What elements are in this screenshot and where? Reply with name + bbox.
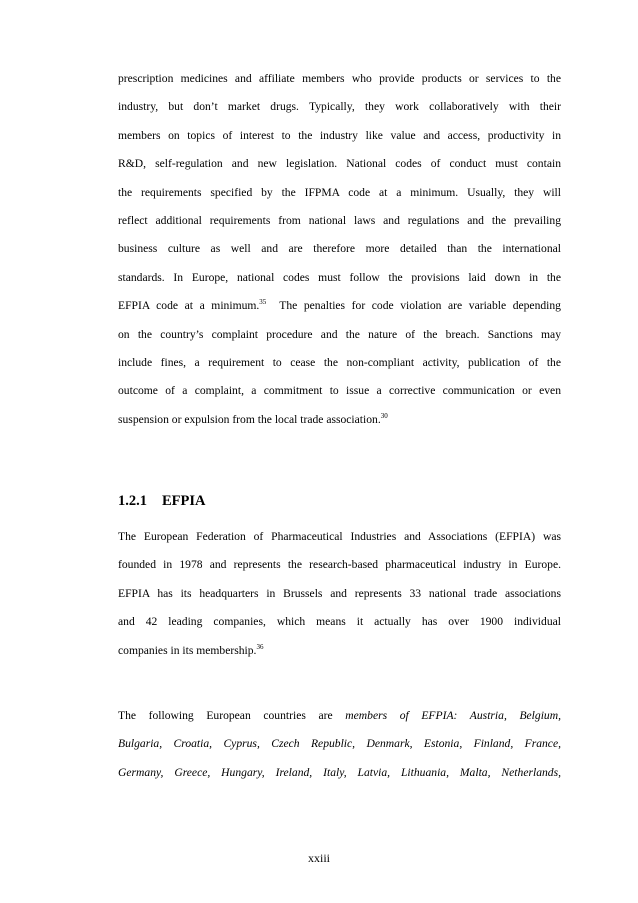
italic-text: Bulgaria, Croatia, Cyprus, Czech Republic, Denmark, Estonia, Finland, France, bbox=[118, 737, 561, 751]
text-line: standards. In Europe, national codes must follow the provisions laid down in the bbox=[118, 270, 561, 284]
line-text: EFPIA code at a minimum. bbox=[118, 299, 260, 313]
text-line: EFPIA has its headquarters in Brussels and represents 33 national trade associations bbox=[118, 586, 561, 600]
italic-text: members of EFPIA: Austria, Belgium, bbox=[345, 709, 561, 722]
text-line: founded in 1978 and represents the research-based pharmaceutical industry in Europe. bbox=[118, 558, 561, 572]
paragraph-efpia bbox=[118, 529, 561, 671]
footnote-ref: 36 bbox=[256, 642, 264, 651]
text-line: R&D, self-regulation and new legislation. National codes of conduct must contain bbox=[118, 157, 561, 171]
line-text: suspension or expulsion from the local trade association. bbox=[118, 412, 381, 426]
footnote-ref: 35 bbox=[259, 298, 267, 307]
text-line bbox=[118, 765, 561, 793]
text-line: include fines, a requirement to cease the non-compliant activity, publication of the bbox=[118, 355, 561, 369]
text-line bbox=[118, 708, 561, 736]
text-line: outcome of a complaint, a commitment to issue a corrective communication or even bbox=[118, 384, 561, 398]
text-line-with-footnote bbox=[118, 643, 561, 671]
paragraph-members bbox=[118, 708, 561, 793]
text-line-with-footnote bbox=[118, 298, 561, 326]
text-line: business culture as well and are therefore more detailed than the international bbox=[118, 242, 561, 256]
text-line: and 42 leading companies, which means it actually has over 1900 individual bbox=[118, 615, 561, 629]
text-line bbox=[118, 736, 561, 764]
paragraph-code-of-conduct bbox=[118, 71, 561, 440]
text-line: the requirements specified by the IFPMA code at a minimum. Usually, they will bbox=[118, 185, 561, 199]
footnote-ref: 30 bbox=[380, 411, 388, 420]
italic-text: Germany, Greece, Hungary, Ireland, Italy, Latvia, Lithuania, Malta, Netherlands, bbox=[118, 765, 561, 779]
line-text: companies in its membership. bbox=[118, 643, 257, 657]
line-text: The penalties for code violation are variable depending bbox=[266, 299, 561, 313]
text-line: reflect additional requirements from national laws and regulations and the prevailing bbox=[118, 213, 561, 227]
page-number: xxiii bbox=[307, 851, 330, 865]
section-heading bbox=[118, 493, 206, 510]
line-text: The following European countries are bbox=[118, 709, 346, 722]
section-title: EFPIA bbox=[162, 493, 206, 509]
text-line-with-footnote bbox=[118, 412, 561, 440]
text-line: industry, but don’t market drugs. Typically, they work collaboratively with their bbox=[118, 100, 561, 114]
text-line: on the country’s complaint procedure and the nature of the breach. Sanctions may bbox=[118, 327, 561, 341]
text-line: The European Federation of Pharmaceutical Industries and Associations (EFPIA) was bbox=[118, 530, 561, 543]
text-line: prescription medicines and affiliate members who provide products or services to the bbox=[118, 72, 561, 85]
text-line: members on topics of interest to the industry like value and access, productivity in bbox=[118, 128, 561, 142]
section-number: 1.2.1 bbox=[118, 493, 147, 509]
